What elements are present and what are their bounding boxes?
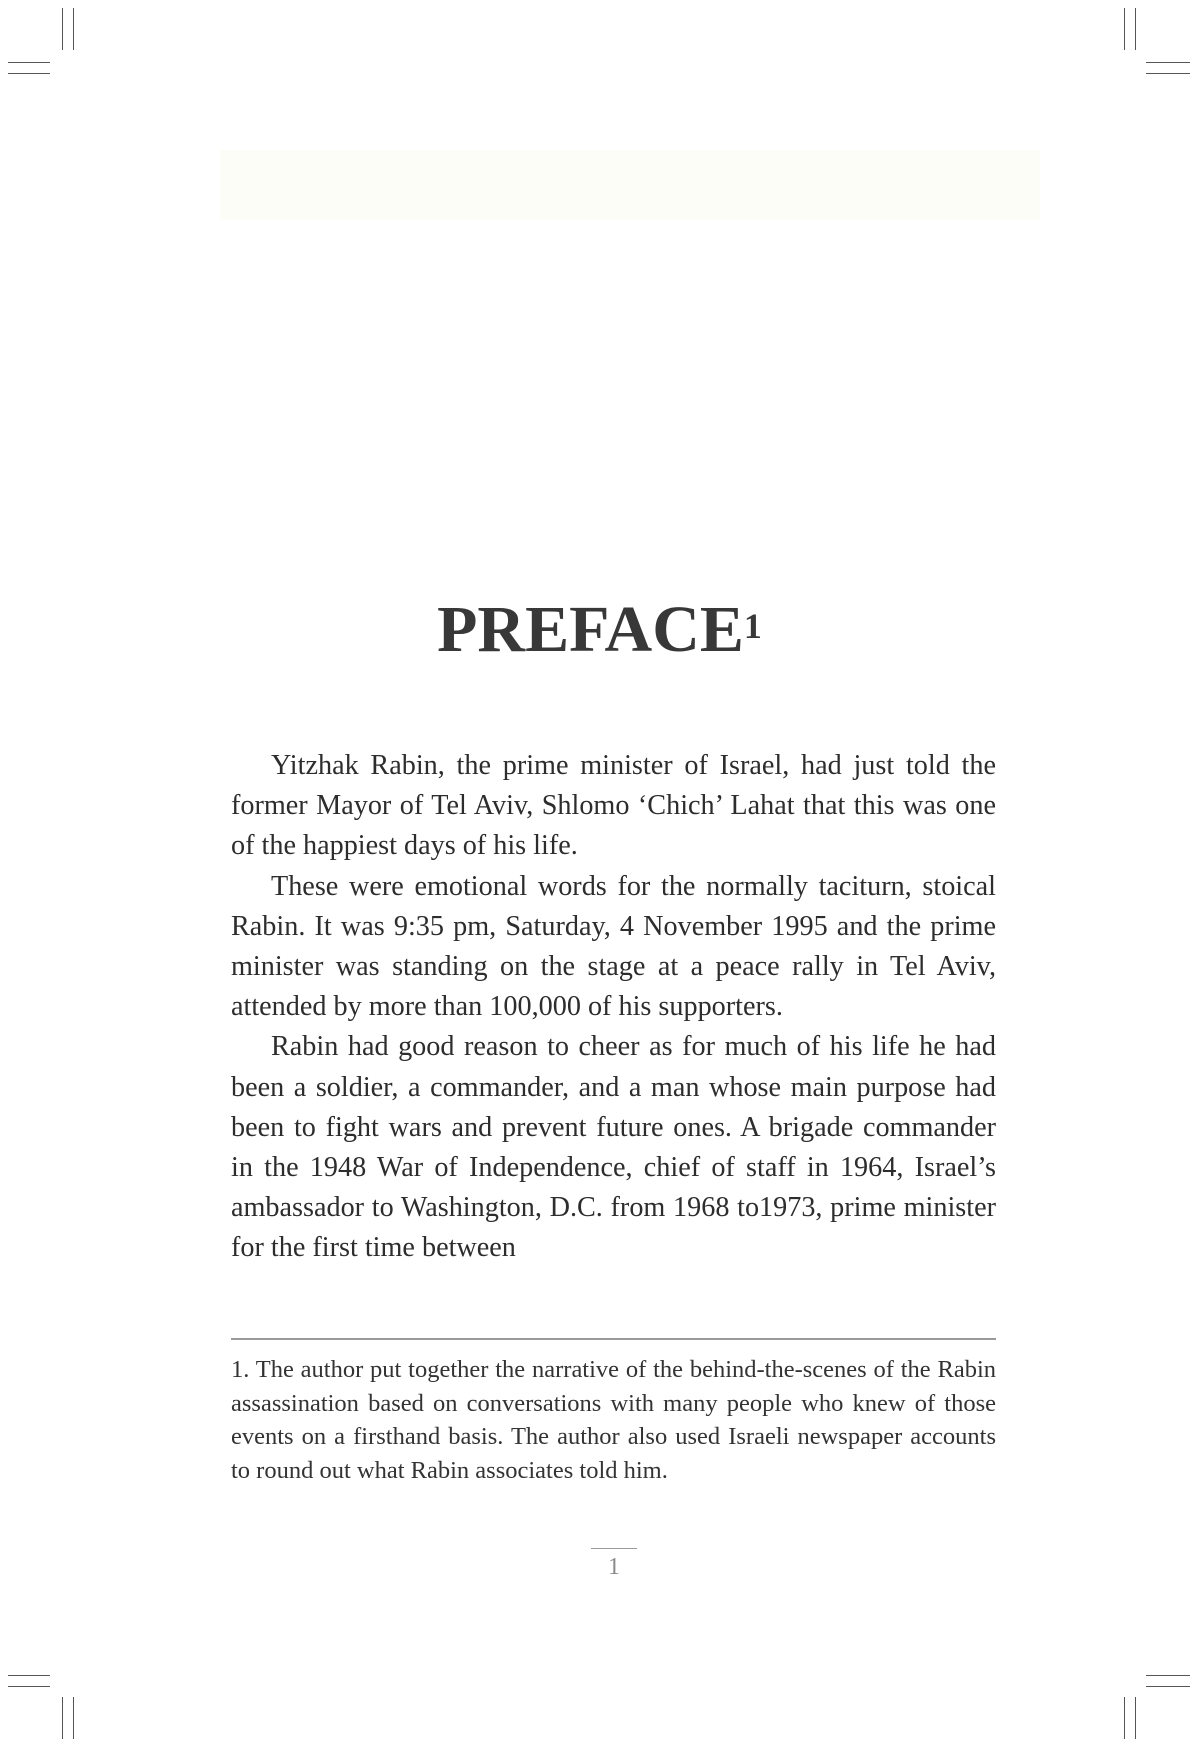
body-text: [231, 746, 996, 1269]
crop-mark-bottom-left-h2: [8, 1686, 50, 1687]
header-shade-band: [220, 150, 1040, 220]
crop-mark-top-right-v1: [1124, 8, 1125, 50]
crop-mark-bottom-right-h2: [1146, 1686, 1190, 1687]
crop-mark-bottom-right-v2: [1135, 1697, 1136, 1739]
crop-mark-top-left-h1: [8, 62, 50, 63]
title-footnote-marker: 1: [743, 606, 762, 646]
crop-mark-top-left-h2: [8, 73, 50, 74]
page-number: 1: [608, 1554, 620, 1580]
crop-mark-top-left-v1: [62, 8, 63, 50]
crop-mark-bottom-right-h1: [1146, 1675, 1190, 1676]
crop-mark-bottom-left-v2: [73, 1697, 74, 1739]
crop-mark-top-right-v2: [1135, 8, 1136, 50]
crop-mark-top-right-h1: [1146, 62, 1190, 63]
page-title: [0, 590, 1199, 670]
crop-mark-bottom-left-h1: [8, 1675, 50, 1676]
crop-mark-bottom-right-v1: [1124, 1697, 1125, 1739]
crop-mark-top-left-v2: [73, 8, 74, 50]
paragraph-2: These were emotional words for the normally taciturn, stoical Rabin. It was 9:35 pm, Saturday, 4 November 1995 and the prime minister was standing on the stage at a peace rally in Tel Aviv, attended by more than 100,000 of his supporters.: [231, 870, 996, 1023]
paragraph-1: Yitzhak Rabin, the prime minister of Israel, had just told the former Mayor of Tel Aviv, Shlomo ‘Chich’ Lahat that this was one of the happiest days of his life.: [231, 750, 996, 862]
footnote-divider: [231, 1338, 996, 1340]
page-number-rule: [591, 1548, 637, 1549]
paragraph-3: Rabin had good reason to cheer as for much of his life he had been a soldier, a commander, and a man whose main purpose had been to fight wars and prevent future ones. A brigade commander in the 1948 War of Independence, chief of staff in 1964, Israel’s ambassador to Washington, D.C. from 1968 to1973, prime minister for the first time between: [231, 1031, 996, 1264]
footnote: 1. The author put together the narrative of the behind-the-scenes of the Rabin assassination based on conversations with many people who knew of those events on a firsthand basis. The author also used Israeli newspaper accounts to round out what Rabin associates told him.: [231, 1356, 996, 1484]
crop-mark-bottom-left-v1: [62, 1697, 63, 1739]
crop-mark-top-right-h2: [1146, 73, 1190, 74]
page-title-text: PREFACE: [437, 593, 744, 666]
